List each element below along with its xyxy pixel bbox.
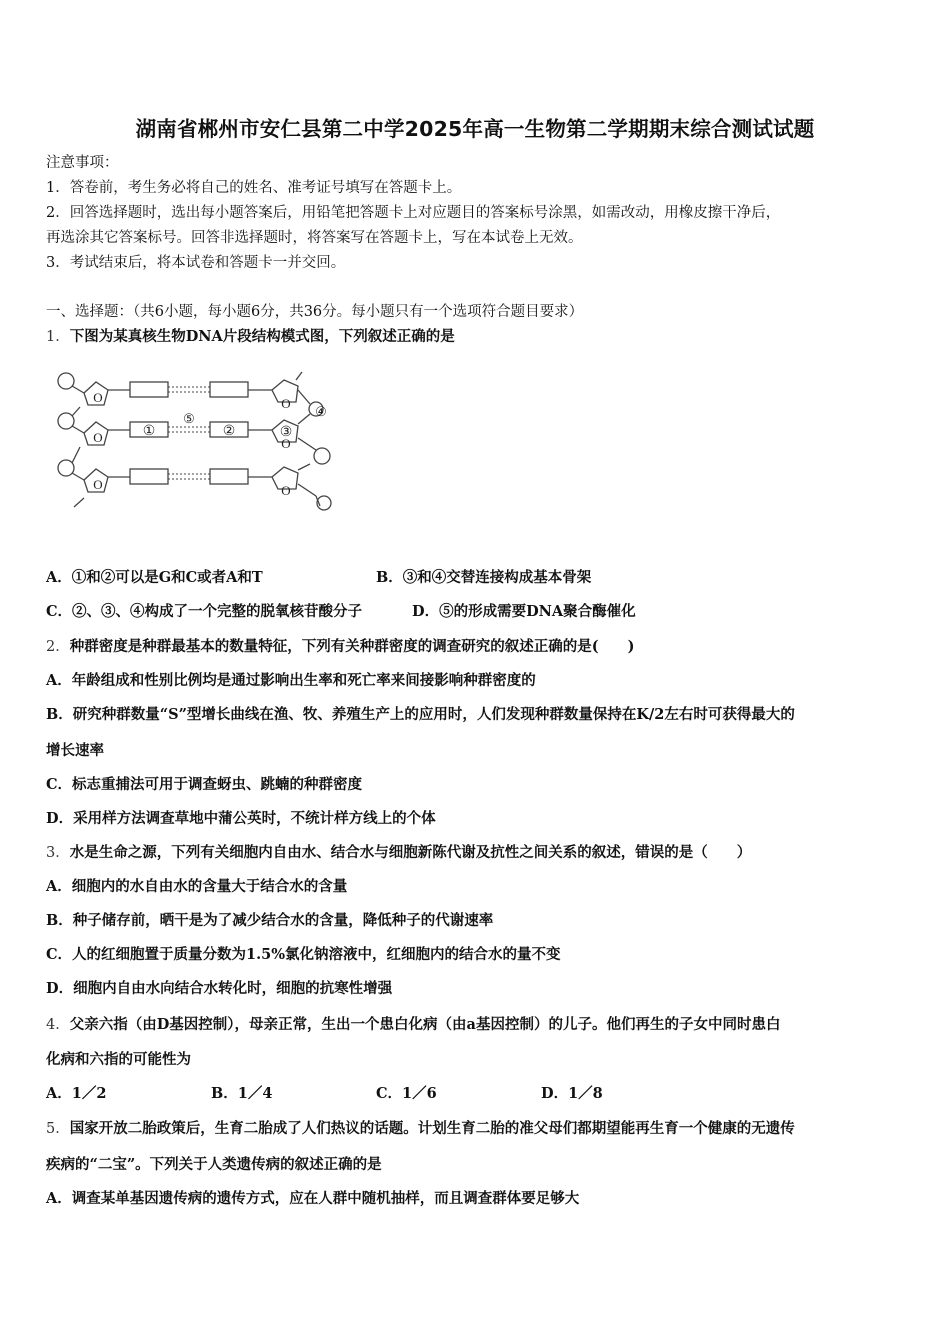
notice-heading: 注意事项： (46, 155, 119, 171)
oxygen-label: O (93, 477, 103, 492)
q2-option-d: D．采用样方法调查草地中蒲公英时，不统计样方线上的个体 (46, 810, 436, 827)
dna-structure-diagram (48, 360, 348, 525)
q4-option-b: B．1／4 (211, 1085, 273, 1102)
q1-option-b: B．③和④交替连接构成基本骨架 (376, 569, 592, 586)
label-1: ① (142, 424, 156, 439)
q1-option-a: A．①和②可以是G和C或者A和T (46, 569, 263, 586)
question-1 (46, 327, 455, 347)
question-stem: 水是生命之源，下列有关细胞内自由水、结合水与细胞新陈代谢及抗性之间关系的叙述，错误的是（ ） (69, 844, 752, 861)
notice-item-2b: 再选涂其它答案标号。回答非选择题时，将答案写在答题卡上，写在本试卷上无效。 (46, 230, 583, 246)
base-box (210, 382, 248, 397)
q4-option-d: D．1／8 (541, 1085, 603, 1102)
phosphate-circle (314, 448, 330, 464)
oxygen-label: O (281, 483, 291, 498)
base-box (210, 469, 248, 484)
q3-option-b: B．种子储存前，晒干是为了减少结合水的含量，降低种子的代谢速率 (46, 912, 494, 929)
question-number: 4． (46, 1017, 70, 1033)
question-2 (46, 637, 634, 657)
page-title: 湖南省郴州市安仁县第二中学2025年高一生物第二学期期末综合测试试题 (135, 117, 815, 141)
phosphate-circle (58, 373, 74, 389)
base-box (130, 469, 168, 484)
q3-option-a: A．细胞内的水自由水的含量大于结合水的含量 (46, 878, 348, 895)
bond-line (298, 484, 316, 496)
notice-item-3: 3．考试结束后，将本试卷和答题卡一并交回。 (46, 255, 346, 271)
oxygen-label: O (281, 436, 291, 451)
question-number: 5． (46, 1121, 70, 1137)
question-4 (46, 1015, 780, 1035)
bond-line (74, 498, 84, 507)
q2-option-b-line2: 增长速率 (46, 742, 104, 759)
bond-line (298, 414, 310, 424)
q2-option-c: C．标志重捕法可用于调查蚜虫、跳蝻的种群密度 (46, 776, 363, 793)
q4-stem-line2: 化病和六指的可能性为 (46, 1051, 191, 1068)
bond-line (298, 438, 316, 450)
section-heading: 一、选择题：（共6小题，每小题6分，共36分。每小题只有一个选项符合题目要求） (46, 304, 584, 320)
notice-item-1: 1．答卷前，考生务必将自己的姓名、准考证号填写在答题卡上。 (46, 180, 462, 196)
question-stem: 国家开放二胎政策后，生育二胎成了人们热议的话题。计划生育二胎的准父母们都期望能再生育一个健康的无遗传 (69, 1120, 795, 1137)
q4-option-a: A．1／2 (46, 1085, 107, 1102)
q2-option-a: A．年龄组成和性别比例均是通过影响出生率和死亡率来间接影响种群密度的 (46, 672, 536, 689)
bond-line (296, 372, 302, 380)
q3-option-d: D．细胞内自由水向结合水转化时，细胞的抗寒性增强 (46, 980, 393, 997)
base-box (130, 382, 168, 397)
bond-line (298, 464, 310, 470)
q4-option-c: C．1／6 (376, 1085, 437, 1102)
q5-option-a: A．调查某单基因遗传病的遗传方式，应在人群中随机抽样，而且调查群体要足够大 (46, 1190, 580, 1207)
bond-line (72, 386, 84, 393)
q3-option-c: C．人的红细胞置于质量分数为1.5%氯化钠溶液中，红细胞内的结合水的量不变 (46, 946, 561, 963)
question-stem: 种群密度是种群最基本的数量特征，下列有关种群密度的调查研究的叙述正确的是( ) (69, 638, 635, 655)
q5-stem-line2: 疾病的“二宝”。下列关于人类遗传病的叙述正确的是 (46, 1156, 382, 1173)
bond-line (72, 426, 84, 433)
label-2: ② (222, 424, 236, 439)
q2-option-b-line1: B．研究种群数量“S”型增长曲线在渔、牧、养殖生产上的应用时，人们发现种群数量保持在K/2左右时可获得最大的 (46, 706, 795, 723)
question-3 (46, 843, 751, 863)
question-number: 3． (46, 845, 70, 861)
bond-line (72, 447, 80, 463)
question-number: 2． (46, 639, 70, 655)
bond-line (72, 473, 84, 480)
label-5: ⑤ (183, 411, 195, 426)
oxygen-label: O (281, 396, 291, 411)
question-5 (46, 1119, 795, 1139)
question-stem: 父亲六指（由D基因控制），母亲正常，生出一个患白化病（由a基因控制）的儿子。他们再生的子女中同时患白 (69, 1016, 781, 1033)
label-3: ③ (279, 425, 293, 440)
phosphate-circle (58, 413, 74, 429)
label-4: ④ (315, 404, 327, 419)
question-stem: 下图为某真核生物DNA片段结构模式图，下列叙述正确的是 (69, 328, 455, 345)
q1-option-c: C．②、③、④构成了一个完整的脱氧核苷酸分子 (46, 603, 363, 620)
bond-line (298, 390, 310, 404)
question-number: 1． (46, 329, 70, 345)
oxygen-label: O (93, 390, 103, 405)
q1-option-d: D．⑤的形成需要DNA聚合酶催化 (412, 603, 636, 620)
bond-line (72, 407, 80, 416)
oxygen-label: O (93, 430, 103, 445)
notice-item-2a: 2．回答选择题时，选出每小题答案后，用铅笔把答题卡上对应题目的答案标号涂黑，如需改动，用橡皮擦干净后， (46, 205, 781, 221)
